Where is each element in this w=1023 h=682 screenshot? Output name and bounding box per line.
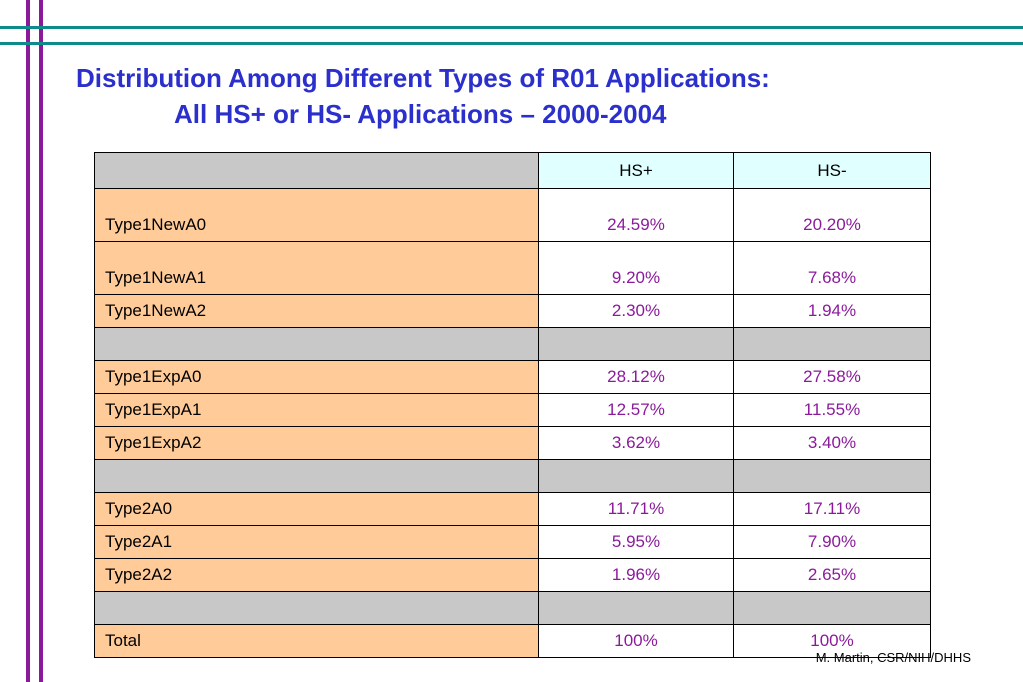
row-label: Type1ExpA0	[95, 361, 539, 394]
spacer-row	[95, 592, 931, 625]
left-vertical-rule-inner	[39, 0, 43, 682]
hs-minus-value: 20.20%	[734, 189, 931, 242]
top-horizontal-rule-2	[0, 42, 1023, 45]
row-label: Type2A1	[95, 526, 539, 559]
spacer-row	[95, 328, 931, 361]
table-row	[95, 559, 931, 592]
row-label: Type1ExpA2	[95, 427, 539, 460]
hs-minus-value: 17.11%	[734, 493, 931, 526]
hs-minus-value: 7.68%	[734, 242, 931, 295]
title-line-1: Distribution Among Different Types of R01 Applications:	[76, 63, 770, 93]
distribution-table	[94, 152, 931, 658]
spacer-cell	[95, 328, 539, 361]
top-horizontal-rule-1	[0, 26, 1023, 29]
hs-minus-value: 1.94%	[734, 295, 931, 328]
hs-plus-value: 3.62%	[539, 427, 734, 460]
hs-minus-value: 27.58%	[734, 361, 931, 394]
row-label: Type1NewA1	[95, 242, 539, 295]
table-row	[95, 189, 931, 242]
row-label: Type1NewA2	[95, 295, 539, 328]
hs-plus-value: 12.57%	[539, 394, 734, 427]
table-row	[95, 427, 931, 460]
spacer-cell	[539, 460, 734, 493]
table-row	[95, 526, 931, 559]
left-vertical-rule-outer	[26, 0, 30, 682]
slide-title	[76, 60, 976, 132]
header-blank-cell	[95, 153, 539, 189]
row-label: Total	[95, 625, 539, 658]
spacer-cell	[539, 592, 734, 625]
row-label: Type1NewA0	[95, 189, 539, 242]
header-row	[95, 153, 931, 189]
spacer-row	[95, 460, 931, 493]
hs-plus-value: 5.95%	[539, 526, 734, 559]
spacer-cell	[734, 328, 931, 361]
hs-plus-value: 24.59%	[539, 189, 734, 242]
title-line-2: All HS+ or HS- Applications – 2000-2004	[174, 99, 667, 129]
spacer-cell	[95, 460, 539, 493]
hs-minus-value: 11.55%	[734, 394, 931, 427]
hs-plus-value: 100%	[539, 625, 734, 658]
hs-plus-value: 2.30%	[539, 295, 734, 328]
hs-minus-value: 3.40%	[734, 427, 931, 460]
table-row	[95, 394, 931, 427]
hs-plus-value: 28.12%	[539, 361, 734, 394]
hs-minus-value: 7.90%	[734, 526, 931, 559]
spacer-cell	[539, 328, 734, 361]
row-label: Type2A2	[95, 559, 539, 592]
table-row	[95, 493, 931, 526]
table-row	[95, 295, 931, 328]
spacer-cell	[734, 460, 931, 493]
table-row	[95, 361, 931, 394]
spacer-cell	[95, 592, 539, 625]
table-row	[95, 242, 931, 295]
row-label: Type2A0	[95, 493, 539, 526]
row-label: Type1ExpA1	[95, 394, 539, 427]
header-hs-plus: HS+	[539, 153, 734, 189]
hs-plus-value: 11.71%	[539, 493, 734, 526]
total-row	[95, 625, 931, 658]
hs-minus-value: 100%	[734, 625, 931, 658]
spacer-cell	[734, 592, 931, 625]
header-hs-minus: HS-	[734, 153, 931, 189]
hs-plus-value: 1.96%	[539, 559, 734, 592]
hs-minus-value: 2.65%	[734, 559, 931, 592]
hs-plus-value: 9.20%	[539, 242, 734, 295]
author-credit: M. Martin, CSR/NIH/DHHS	[815, 650, 971, 665]
